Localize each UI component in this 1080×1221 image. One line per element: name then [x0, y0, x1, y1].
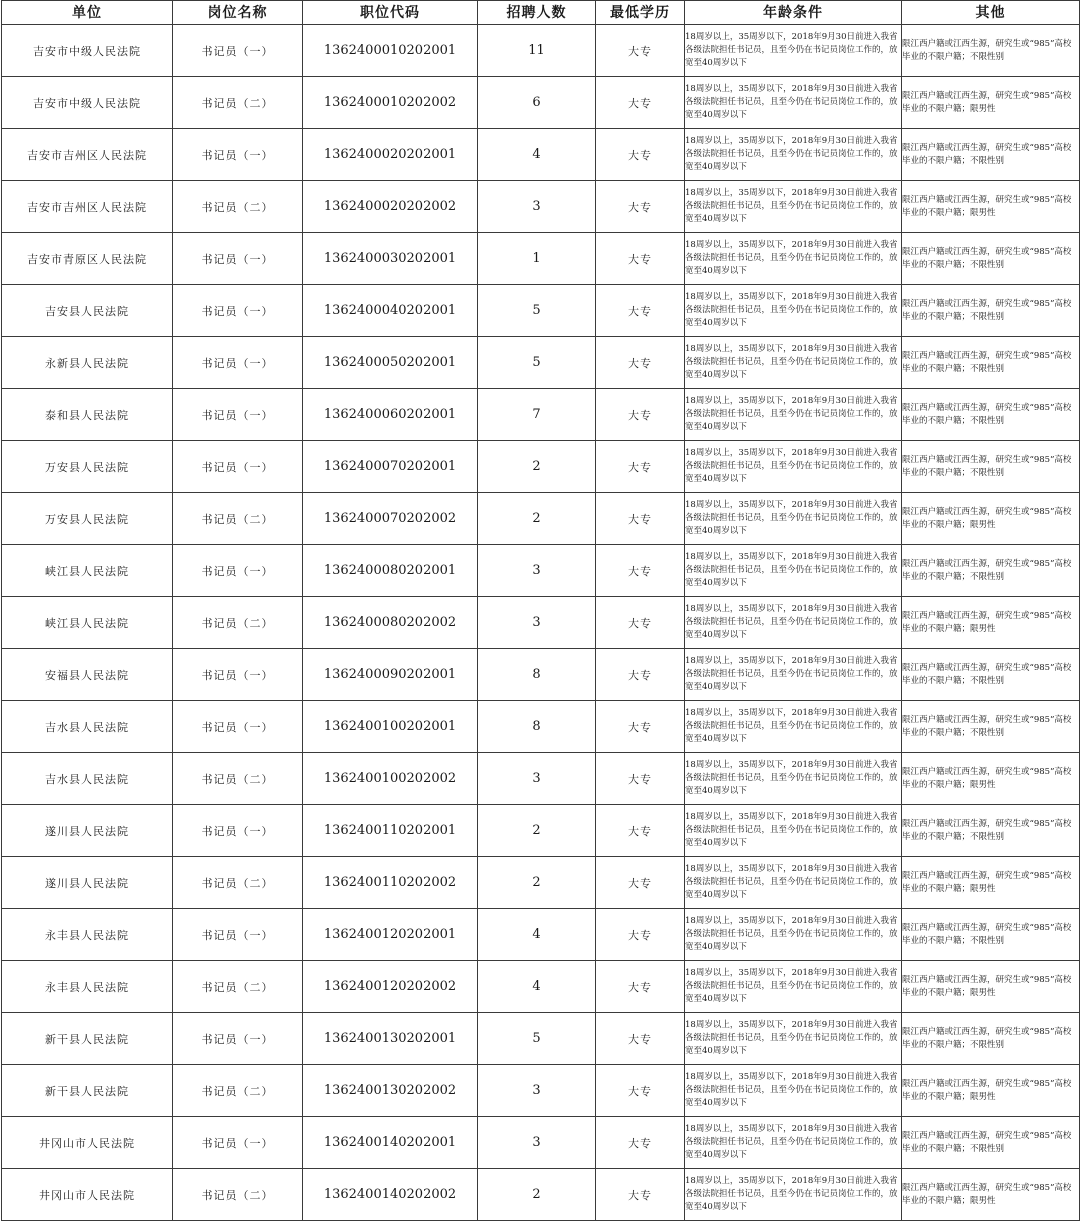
age-condition-cell: 18周岁以上，35周岁以下，2018年9月30日前进入我省各级法院担任书记员，且至今仍在书记员岗位工作的，放宽至40周岁以下	[685, 493, 902, 545]
header-code: 职位代码	[303, 1, 478, 25]
post-cell: 书记员（二）	[173, 1065, 303, 1117]
count-cell: 4	[478, 961, 596, 1013]
post-cell: 书记员（一）	[173, 25, 303, 77]
header-unit: 单位	[2, 1, 173, 25]
count-cell: 3	[478, 1117, 596, 1169]
count-cell: 2	[478, 805, 596, 857]
code-cell: 1362400010202002	[303, 77, 478, 129]
count-cell: 5	[478, 1013, 596, 1065]
other-condition-cell: 限江西户籍或江西生源，研究生或“985”高校毕业的不限户籍；不限性别	[902, 545, 1080, 597]
education-cell: 大专	[596, 1117, 685, 1169]
code-cell: 1362400040202001	[303, 285, 478, 337]
education-cell: 大专	[596, 441, 685, 493]
other-condition-cell: 限江西户籍或江西生源，研究生或“985”高校毕业的不限户籍；不限性别	[902, 25, 1080, 77]
table-row	[2, 649, 1080, 701]
post-cell: 书记员（一）	[173, 805, 303, 857]
count-cell: 2	[478, 857, 596, 909]
count-cell: 2	[478, 1169, 596, 1221]
education-cell: 大专	[596, 233, 685, 285]
other-condition-cell: 限江西户籍或江西生源，研究生或“985”高校毕业的不限户籍；限男性	[902, 597, 1080, 649]
age-condition-cell: 18周岁以上，35周岁以下，2018年9月30日前进入我省各级法院担任书记员，且至今仍在书记员岗位工作的，放宽至40周岁以下	[685, 753, 902, 805]
post-cell: 书记员（一）	[173, 441, 303, 493]
code-cell: 1362400070202001	[303, 441, 478, 493]
post-cell: 书记员（一）	[173, 233, 303, 285]
education-cell: 大专	[596, 597, 685, 649]
unit-cell: 吉安市中级人民法院	[2, 25, 173, 77]
header-age: 年龄条件	[685, 1, 902, 25]
age-condition-cell: 18周岁以上，35周岁以下，2018年9月30日前进入我省各级法院担任书记员，且至今仍在书记员岗位工作的，放宽至40周岁以下	[685, 545, 902, 597]
code-cell: 1362400140202002	[303, 1169, 478, 1221]
post-cell: 书记员（二）	[173, 77, 303, 129]
post-cell: 书记员（一）	[173, 285, 303, 337]
table-row	[2, 337, 1080, 389]
count-cell: 5	[478, 285, 596, 337]
age-condition-cell: 18周岁以上，35周岁以下，2018年9月30日前进入我省各级法院担任书记员，且至今仍在书记员岗位工作的，放宽至40周岁以下	[685, 441, 902, 493]
table-row	[2, 1013, 1080, 1065]
unit-cell: 泰和县人民法院	[2, 389, 173, 441]
post-cell: 书记员（二）	[173, 857, 303, 909]
other-condition-cell: 限江西户籍或江西生源，研究生或“985”高校毕业的不限户籍；不限性别	[902, 129, 1080, 181]
table-row	[2, 597, 1080, 649]
education-cell: 大专	[596, 25, 685, 77]
education-cell: 大专	[596, 701, 685, 753]
table-header-row	[2, 1, 1080, 25]
other-condition-cell: 限江西户籍或江西生源，研究生或“985”高校毕业的不限户籍；不限性别	[902, 701, 1080, 753]
education-cell: 大专	[596, 389, 685, 441]
age-condition-cell: 18周岁以上，35周岁以下，2018年9月30日前进入我省各级法院担任书记员，且至今仍在书记员岗位工作的，放宽至40周岁以下	[685, 25, 902, 77]
other-condition-cell: 限江西户籍或江西生源，研究生或“985”高校毕业的不限户籍；不限性别	[902, 285, 1080, 337]
count-cell: 4	[478, 909, 596, 961]
post-cell: 书记员（二）	[173, 753, 303, 805]
age-condition-cell: 18周岁以上，35周岁以下，2018年9月30日前进入我省各级法院担任书记员，且至今仍在书记员岗位工作的，放宽至40周岁以下	[685, 337, 902, 389]
count-cell: 3	[478, 545, 596, 597]
table-row	[2, 181, 1080, 233]
code-cell: 1362400070202002	[303, 493, 478, 545]
other-condition-cell: 限江西户籍或江西生源，研究生或“985”高校毕业的不限户籍；限男性	[902, 1169, 1080, 1221]
table-body	[2, 25, 1080, 1221]
count-cell: 3	[478, 181, 596, 233]
code-cell: 1362400100202002	[303, 753, 478, 805]
age-condition-cell: 18周岁以上，35周岁以下，2018年9月30日前进入我省各级法院担任书记员，且至今仍在书记员岗位工作的，放宽至40周岁以下	[685, 389, 902, 441]
table-row	[2, 233, 1080, 285]
education-cell: 大专	[596, 493, 685, 545]
code-cell: 1362400100202001	[303, 701, 478, 753]
age-condition-cell: 18周岁以上，35周岁以下，2018年9月30日前进入我省各级法院担任书记员，且至今仍在书记员岗位工作的，放宽至40周岁以下	[685, 77, 902, 129]
age-condition-cell: 18周岁以上，35周岁以下，2018年9月30日前进入我省各级法院担任书记员，且至今仍在书记员岗位工作的，放宽至40周岁以下	[685, 649, 902, 701]
code-cell: 1362400090202001	[303, 649, 478, 701]
other-condition-cell: 限江西户籍或江西生源，研究生或“985”高校毕业的不限户籍；不限性别	[902, 337, 1080, 389]
unit-cell: 遂川县人民法院	[2, 805, 173, 857]
post-cell: 书记员（一）	[173, 545, 303, 597]
other-condition-cell: 限江西户籍或江西生源，研究生或“985”高校毕业的不限户籍；不限性别	[902, 805, 1080, 857]
unit-cell: 吉安市吉州区人民法院	[2, 129, 173, 181]
table-row	[2, 961, 1080, 1013]
education-cell: 大专	[596, 545, 685, 597]
code-cell: 1362400120202001	[303, 909, 478, 961]
code-cell: 1362400110202002	[303, 857, 478, 909]
post-cell: 书记员（二）	[173, 181, 303, 233]
education-cell: 大专	[596, 857, 685, 909]
unit-cell: 遂川县人民法院	[2, 857, 173, 909]
post-cell: 书记员（一）	[173, 701, 303, 753]
post-cell: 书记员（一）	[173, 649, 303, 701]
unit-cell: 吉安县人民法院	[2, 285, 173, 337]
code-cell: 1362400130202002	[303, 1065, 478, 1117]
unit-cell: 万安县人民法院	[2, 441, 173, 493]
count-cell: 11	[478, 25, 596, 77]
table-row	[2, 1065, 1080, 1117]
unit-cell: 吉安市中级人民法院	[2, 77, 173, 129]
education-cell: 大专	[596, 961, 685, 1013]
code-cell: 1362400140202001	[303, 1117, 478, 1169]
age-condition-cell: 18周岁以上，35周岁以下，2018年9月30日前进入我省各级法院担任书记员，且至今仍在书记员岗位工作的，放宽至40周岁以下	[685, 233, 902, 285]
header-post: 岗位名称	[173, 1, 303, 25]
unit-cell: 井冈山市人民法院	[2, 1117, 173, 1169]
age-condition-cell: 18周岁以上，35周岁以下，2018年9月30日前进入我省各级法院担任书记员，且至今仍在书记员岗位工作的，放宽至40周岁以下	[685, 805, 902, 857]
other-condition-cell: 限江西户籍或江西生源，研究生或“985”高校毕业的不限户籍；限男性	[902, 181, 1080, 233]
age-condition-cell: 18周岁以上，35周岁以下，2018年9月30日前进入我省各级法院担任书记员，且至今仍在书记员岗位工作的，放宽至40周岁以下	[685, 857, 902, 909]
unit-cell: 万安县人民法院	[2, 493, 173, 545]
unit-cell: 吉水县人民法院	[2, 701, 173, 753]
unit-cell: 安福县人民法院	[2, 649, 173, 701]
count-cell: 5	[478, 337, 596, 389]
age-condition-cell: 18周岁以上，35周岁以下，2018年9月30日前进入我省各级法院担任书记员，且至今仍在书记员岗位工作的，放宽至40周岁以下	[685, 597, 902, 649]
other-condition-cell: 限江西户籍或江西生源，研究生或“985”高校毕业的不限户籍；不限性别	[902, 1117, 1080, 1169]
unit-cell: 吉安市青原区人民法院	[2, 233, 173, 285]
age-condition-cell: 18周岁以上，35周岁以下，2018年9月30日前进入我省各级法院担任书记员，且至今仍在书记员岗位工作的，放宽至40周岁以下	[685, 1117, 902, 1169]
post-cell: 书记员（二）	[173, 961, 303, 1013]
education-cell: 大专	[596, 1013, 685, 1065]
table-row	[2, 441, 1080, 493]
table-row	[2, 285, 1080, 337]
count-cell: 2	[478, 441, 596, 493]
table-row	[2, 493, 1080, 545]
other-condition-cell: 限江西户籍或江西生源，研究生或“985”高校毕业的不限户籍；不限性别	[902, 441, 1080, 493]
header-other: 其他	[902, 1, 1080, 25]
code-cell: 1362400060202001	[303, 389, 478, 441]
table-row	[2, 77, 1080, 129]
unit-cell: 永丰县人民法院	[2, 961, 173, 1013]
unit-cell: 吉水县人民法院	[2, 753, 173, 805]
count-cell: 3	[478, 1065, 596, 1117]
code-cell: 1362400110202001	[303, 805, 478, 857]
post-cell: 书记员（一）	[173, 909, 303, 961]
other-condition-cell: 限江西户籍或江西生源，研究生或“985”高校毕业的不限户籍；不限性别	[902, 233, 1080, 285]
post-cell: 书记员（一）	[173, 337, 303, 389]
unit-cell: 峡江县人民法院	[2, 545, 173, 597]
other-condition-cell: 限江西户籍或江西生源，研究生或“985”高校毕业的不限户籍；限男性	[902, 1065, 1080, 1117]
unit-cell: 新干县人民法院	[2, 1065, 173, 1117]
count-cell: 2	[478, 493, 596, 545]
age-condition-cell: 18周岁以上，35周岁以下，2018年9月30日前进入我省各级法院担任书记员，且至今仍在书记员岗位工作的，放宽至40周岁以下	[685, 181, 902, 233]
table-row	[2, 1169, 1080, 1221]
count-cell: 8	[478, 701, 596, 753]
unit-cell: 新干县人民法院	[2, 1013, 173, 1065]
other-condition-cell: 限江西户籍或江西生源，研究生或“985”高校毕业的不限户籍；不限性别	[902, 649, 1080, 701]
other-condition-cell: 限江西户籍或江西生源，研究生或“985”高校毕业的不限户籍；不限性别	[902, 909, 1080, 961]
age-condition-cell: 18周岁以上，35周岁以下，2018年9月30日前进入我省各级法院担任书记员，且至今仍在书记员岗位工作的，放宽至40周岁以下	[685, 961, 902, 1013]
table-row	[2, 701, 1080, 753]
education-cell: 大专	[596, 649, 685, 701]
post-cell: 书记员（一）	[173, 389, 303, 441]
count-cell: 8	[478, 649, 596, 701]
count-cell: 3	[478, 597, 596, 649]
education-cell: 大专	[596, 909, 685, 961]
code-cell: 1362400020202001	[303, 129, 478, 181]
post-cell: 书记员（二）	[173, 1169, 303, 1221]
other-condition-cell: 限江西户籍或江西生源，研究生或“985”高校毕业的不限户籍；不限性别	[902, 389, 1080, 441]
age-condition-cell: 18周岁以上，35周岁以下，2018年9月30日前进入我省各级法院担任书记员，且至今仍在书记员岗位工作的，放宽至40周岁以下	[685, 1169, 902, 1221]
unit-cell: 井冈山市人民法院	[2, 1169, 173, 1221]
age-condition-cell: 18周岁以上，35周岁以下，2018年9月30日前进入我省各级法院担任书记员，且至今仍在书记员岗位工作的，放宽至40周岁以下	[685, 909, 902, 961]
count-cell: 6	[478, 77, 596, 129]
code-cell: 1362400130202001	[303, 1013, 478, 1065]
other-condition-cell: 限江西户籍或江西生源，研究生或“985”高校毕业的不限户籍；不限性别	[902, 1013, 1080, 1065]
code-cell: 1362400080202002	[303, 597, 478, 649]
code-cell: 1362400010202001	[303, 25, 478, 77]
table-row	[2, 909, 1080, 961]
code-cell: 1362400080202001	[303, 545, 478, 597]
education-cell: 大专	[596, 77, 685, 129]
education-cell: 大专	[596, 805, 685, 857]
count-cell: 1	[478, 233, 596, 285]
table-row	[2, 805, 1080, 857]
age-condition-cell: 18周岁以上，35周岁以下，2018年9月30日前进入我省各级法院担任书记员，且至今仍在书记员岗位工作的，放宽至40周岁以下	[685, 1065, 902, 1117]
table-row	[2, 1117, 1080, 1169]
education-cell: 大专	[596, 129, 685, 181]
unit-cell: 永新县人民法院	[2, 337, 173, 389]
education-cell: 大专	[596, 337, 685, 389]
table-row	[2, 129, 1080, 181]
age-condition-cell: 18周岁以上，35周岁以下，2018年9月30日前进入我省各级法院担任书记员，且至今仍在书记员岗位工作的，放宽至40周岁以下	[685, 1013, 902, 1065]
header-count: 招聘人数	[478, 1, 596, 25]
education-cell: 大专	[596, 753, 685, 805]
age-condition-cell: 18周岁以上，35周岁以下，2018年9月30日前进入我省各级法院担任书记员，且至今仍在书记员岗位工作的，放宽至40周岁以下	[685, 129, 902, 181]
post-cell: 书记员（二）	[173, 597, 303, 649]
code-cell: 1362400020202002	[303, 181, 478, 233]
table-row	[2, 857, 1080, 909]
age-condition-cell: 18周岁以上，35周岁以下，2018年9月30日前进入我省各级法院担任书记员，且至今仍在书记员岗位工作的，放宽至40周岁以下	[685, 701, 902, 753]
education-cell: 大专	[596, 181, 685, 233]
age-condition-cell: 18周岁以上，35周岁以下，2018年9月30日前进入我省各级法院担任书记员，且至今仍在书记员岗位工作的，放宽至40周岁以下	[685, 285, 902, 337]
other-condition-cell: 限江西户籍或江西生源，研究生或“985”高校毕业的不限户籍；限男性	[902, 77, 1080, 129]
header-education: 最低学历	[596, 1, 685, 25]
unit-cell: 吉安市吉州区人民法院	[2, 181, 173, 233]
count-cell: 7	[478, 389, 596, 441]
post-cell: 书记员（一）	[173, 1117, 303, 1169]
recruitment-table	[1, 0, 1080, 1221]
count-cell: 3	[478, 753, 596, 805]
post-cell: 书记员（一）	[173, 1013, 303, 1065]
post-cell: 书记员（一）	[173, 129, 303, 181]
other-condition-cell: 限江西户籍或江西生源，研究生或“985”高校毕业的不限户籍；限男性	[902, 493, 1080, 545]
unit-cell: 峡江县人民法院	[2, 597, 173, 649]
post-cell: 书记员（二）	[173, 493, 303, 545]
education-cell: 大专	[596, 1065, 685, 1117]
table-row	[2, 389, 1080, 441]
other-condition-cell: 限江西户籍或江西生源，研究生或“985”高校毕业的不限户籍；限男性	[902, 961, 1080, 1013]
code-cell: 1362400120202002	[303, 961, 478, 1013]
education-cell: 大专	[596, 285, 685, 337]
unit-cell: 永丰县人民法院	[2, 909, 173, 961]
table-row	[2, 25, 1080, 77]
other-condition-cell: 限江西户籍或江西生源，研究生或“985”高校毕业的不限户籍；限男性	[902, 857, 1080, 909]
other-condition-cell: 限江西户籍或江西生源，研究生或“985”高校毕业的不限户籍；限男性	[902, 753, 1080, 805]
count-cell: 4	[478, 129, 596, 181]
table-row	[2, 545, 1080, 597]
code-cell: 1362400030202001	[303, 233, 478, 285]
table-row	[2, 753, 1080, 805]
education-cell: 大专	[596, 1169, 685, 1221]
code-cell: 1362400050202001	[303, 337, 478, 389]
